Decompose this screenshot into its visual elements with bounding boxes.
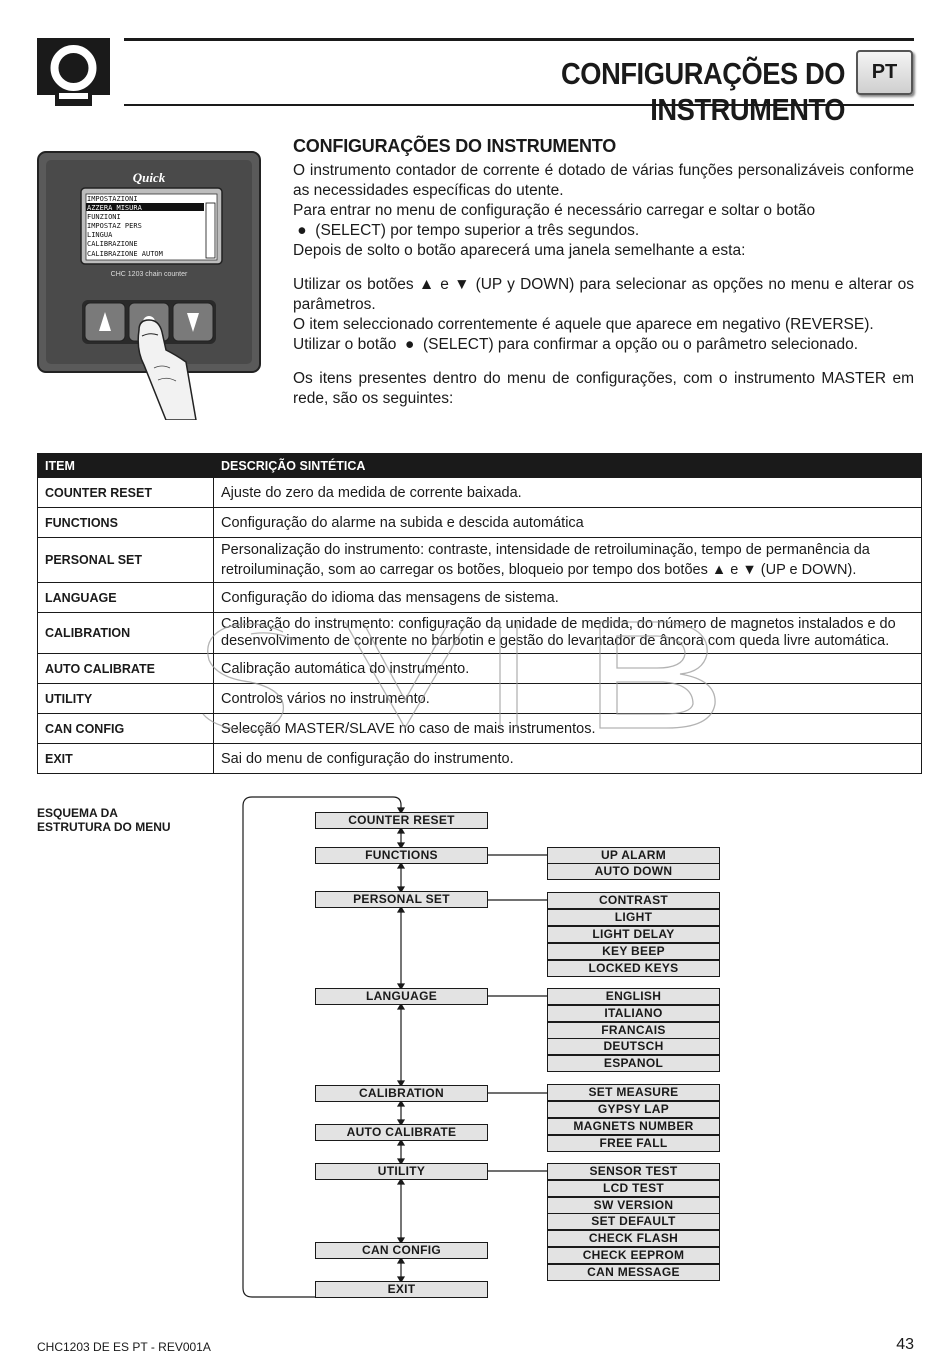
submenu-box: CHECK FLASH xyxy=(547,1230,720,1247)
intro-paragraph xyxy=(293,221,914,241)
table-row xyxy=(38,538,922,583)
menu-box-auto-calibrate: AUTO CALIBRATE xyxy=(315,1124,488,1141)
device-illustration xyxy=(36,150,264,420)
intro-paragraph xyxy=(293,335,914,355)
submenu-box: ITALIANO xyxy=(547,1005,720,1022)
document-code: CHC1203 DE ES PT - REV001A xyxy=(37,1340,211,1354)
intro-text: (SELECT) por tempo superior a três segundos. xyxy=(315,222,640,239)
device-brand: Quick xyxy=(132,170,166,185)
column-header-description: DESCRIÇÃO SINTÉTICA xyxy=(214,454,922,478)
table-cell-item: UTILITY xyxy=(38,684,214,714)
schema-title-line: ESQUEMA DA xyxy=(37,806,118,820)
submenu-box: FREE FALL xyxy=(547,1135,720,1152)
table-cell-desc: Controlos vários no instrumento. xyxy=(214,684,922,714)
down-arrow-icon: ▼ xyxy=(454,276,471,293)
screen-line: IMPOSTAZ PERS xyxy=(87,222,142,230)
down-arrow-icon: ▼ xyxy=(742,562,757,578)
table-cell-item: CALIBRATION xyxy=(38,613,214,654)
submenu-box: FRANCAIS xyxy=(547,1022,720,1039)
menu-structure-diagram xyxy=(238,792,728,1317)
submenu-box: DEUTSCH xyxy=(547,1038,720,1055)
section-heading: CONFIGURAÇÕES DO INSTRUMENTO xyxy=(293,136,617,156)
submenu-box: UP ALARM xyxy=(547,847,720,864)
schema-title xyxy=(37,806,171,834)
screen-line-selected: AZZERA MISURA xyxy=(87,204,142,212)
desc-text: e xyxy=(730,562,739,578)
screen-line: LINGUA xyxy=(87,231,113,239)
table-cell-desc: Selecção MASTER/SLAVE no caso de mais instrumentos. xyxy=(214,714,922,744)
quick-logo xyxy=(37,38,110,106)
intro-text: Utilizar os botões xyxy=(293,276,414,293)
language-badge: PT xyxy=(856,50,913,95)
table-cell-desc: Ajuste do zero da medida de corrente baixada. xyxy=(214,478,922,508)
submenu-box: ENGLISH xyxy=(547,988,720,1005)
screen-line: CALIBRAZIONE AUTOM xyxy=(87,250,163,258)
submenu-box: LCD TEST xyxy=(547,1180,720,1197)
screen-line: CALIBRAZIONE xyxy=(87,240,138,248)
table-cell-item: COUNTER RESET xyxy=(38,478,214,508)
submenu-box: SET DEFAULT xyxy=(547,1213,720,1230)
submenu-box: CAN MESSAGE xyxy=(547,1264,720,1281)
menu-box-personal-set: PERSONAL SET xyxy=(315,891,488,908)
submenu-box: ESPANOL xyxy=(547,1055,720,1072)
device-model: CHC 1203 chain counter xyxy=(110,271,188,278)
submenu-box: AUTO DOWN xyxy=(547,863,720,880)
table-cell-item: PERSONAL SET xyxy=(38,538,214,583)
submenu-box: LIGHT xyxy=(547,909,720,926)
intro-text: e xyxy=(440,276,449,293)
submenu-box: CONTRAST xyxy=(547,892,720,909)
table-cell-item: LANGUAGE xyxy=(38,583,214,613)
table-row xyxy=(38,744,922,774)
menu-box-can-config: CAN CONFIG xyxy=(315,1242,488,1259)
select-button-icon: ● xyxy=(293,222,311,239)
menu-box-calibration: CALIBRATION xyxy=(315,1085,488,1102)
submenu-box: SENSOR TEST xyxy=(547,1163,720,1180)
submenu-box: SW VERSION xyxy=(547,1197,720,1214)
desc-text: (UP e DOWN). xyxy=(760,562,857,578)
intro-paragraph: O instrumento contador de corrente é dotado de várias funções personalizáveis conforme as necessidades específicas do utente. xyxy=(293,162,914,199)
intro-text: (UP y DOWN) para selecionar as opções no menu e alterar os parâmetros. xyxy=(293,276,915,313)
table-header-row xyxy=(38,454,922,478)
table-cell-desc: Sai do menu de configuração do instrumento. xyxy=(214,744,922,774)
table-cell-desc: Configuração do alarme na subida e descida automática xyxy=(214,508,922,538)
table-row xyxy=(38,508,922,538)
select-button-icon: ● xyxy=(400,336,419,353)
table-cell-item: EXIT xyxy=(38,744,214,774)
column-header-item: ITEM xyxy=(38,454,214,478)
menu-box-language: LANGUAGE xyxy=(315,988,488,1005)
menu-box-functions: FUNCTIONS xyxy=(315,847,488,864)
table-cell-desc: Configuração do idioma das mensagens de sistema. xyxy=(214,583,922,613)
intro-paragraph: Depois de solto o botão aparecerá uma janela semelhante a esta: xyxy=(293,242,746,259)
submenu-box: KEY BEEP xyxy=(547,943,720,960)
table-cell-item: FUNCTIONS xyxy=(38,508,214,538)
submenu-box: MAGNETS NUMBER xyxy=(547,1118,720,1135)
table-cell-desc: Calibração do instrumento: configuração da unidade de medida, do número de magnetos instalados e do desenvolvimento de corrente no barbotin e gestão do levantador de âncora com queda livre automática. xyxy=(214,613,922,654)
intro-text: Utilizar o botão xyxy=(293,336,397,353)
intro-paragraph: Os itens presentes dentro do menu de configurações, com o instrumento MASTER em rede, são os seguintes: xyxy=(293,370,914,407)
submenu-box: LOCKED KEYS xyxy=(547,960,720,977)
table-cell-item: AUTO CALIBRATE xyxy=(38,654,214,684)
table-cell-item: CAN CONFIG xyxy=(38,714,214,744)
table-cell-desc: Calibração automática do instrumento. xyxy=(214,654,922,684)
menu-box-exit: EXIT xyxy=(315,1281,488,1298)
submenu-box: SET MEASURE xyxy=(547,1084,720,1101)
intro-paragraph: Para entrar no menu de configuração é necessário carregar e soltar o botão xyxy=(293,202,816,219)
menu-box-counter-reset: COUNTER RESET xyxy=(315,812,488,829)
intro-paragraph: O item seleccionado correntemente é aquele que aparece em negativo (REVERSE). xyxy=(293,316,874,333)
screen-line: IMPOSTAZIONI xyxy=(87,195,138,203)
intro-text: (SELECT) para confirmar a opção ou o parâmetro selecionado. xyxy=(423,336,859,353)
submenu-box: GYPSY LAP xyxy=(547,1101,720,1118)
table-row xyxy=(38,478,922,508)
submenu-box: CHECK EEPROM xyxy=(547,1247,720,1264)
submenu-box: LIGHT DELAY xyxy=(547,926,720,943)
schema-title-line: ESTRUTURA DO MENU xyxy=(37,820,171,834)
watermark xyxy=(195,610,735,740)
page-title: CONFIGURAÇÕES DO INSTRUMENTO xyxy=(561,56,845,127)
desc-text: Personalização do instrumento: contraste, intensidade de retroiluminação, tempo de permanência da retroiluminação, som ao carregar os botões, bloqueio por tempo dos botões xyxy=(221,542,870,578)
up-arrow-icon: ▲ xyxy=(711,562,727,578)
page-number: 43 xyxy=(896,1336,914,1353)
header-rule-top xyxy=(124,38,914,41)
intro-paragraph xyxy=(293,275,914,315)
intro-section xyxy=(293,136,914,409)
menu-box-utility: UTILITY xyxy=(315,1163,488,1180)
table-cell-desc xyxy=(214,538,922,583)
table-row xyxy=(38,583,922,613)
screen-line: FUNZIONI xyxy=(87,213,121,221)
up-arrow-icon: ▲ xyxy=(418,276,436,293)
